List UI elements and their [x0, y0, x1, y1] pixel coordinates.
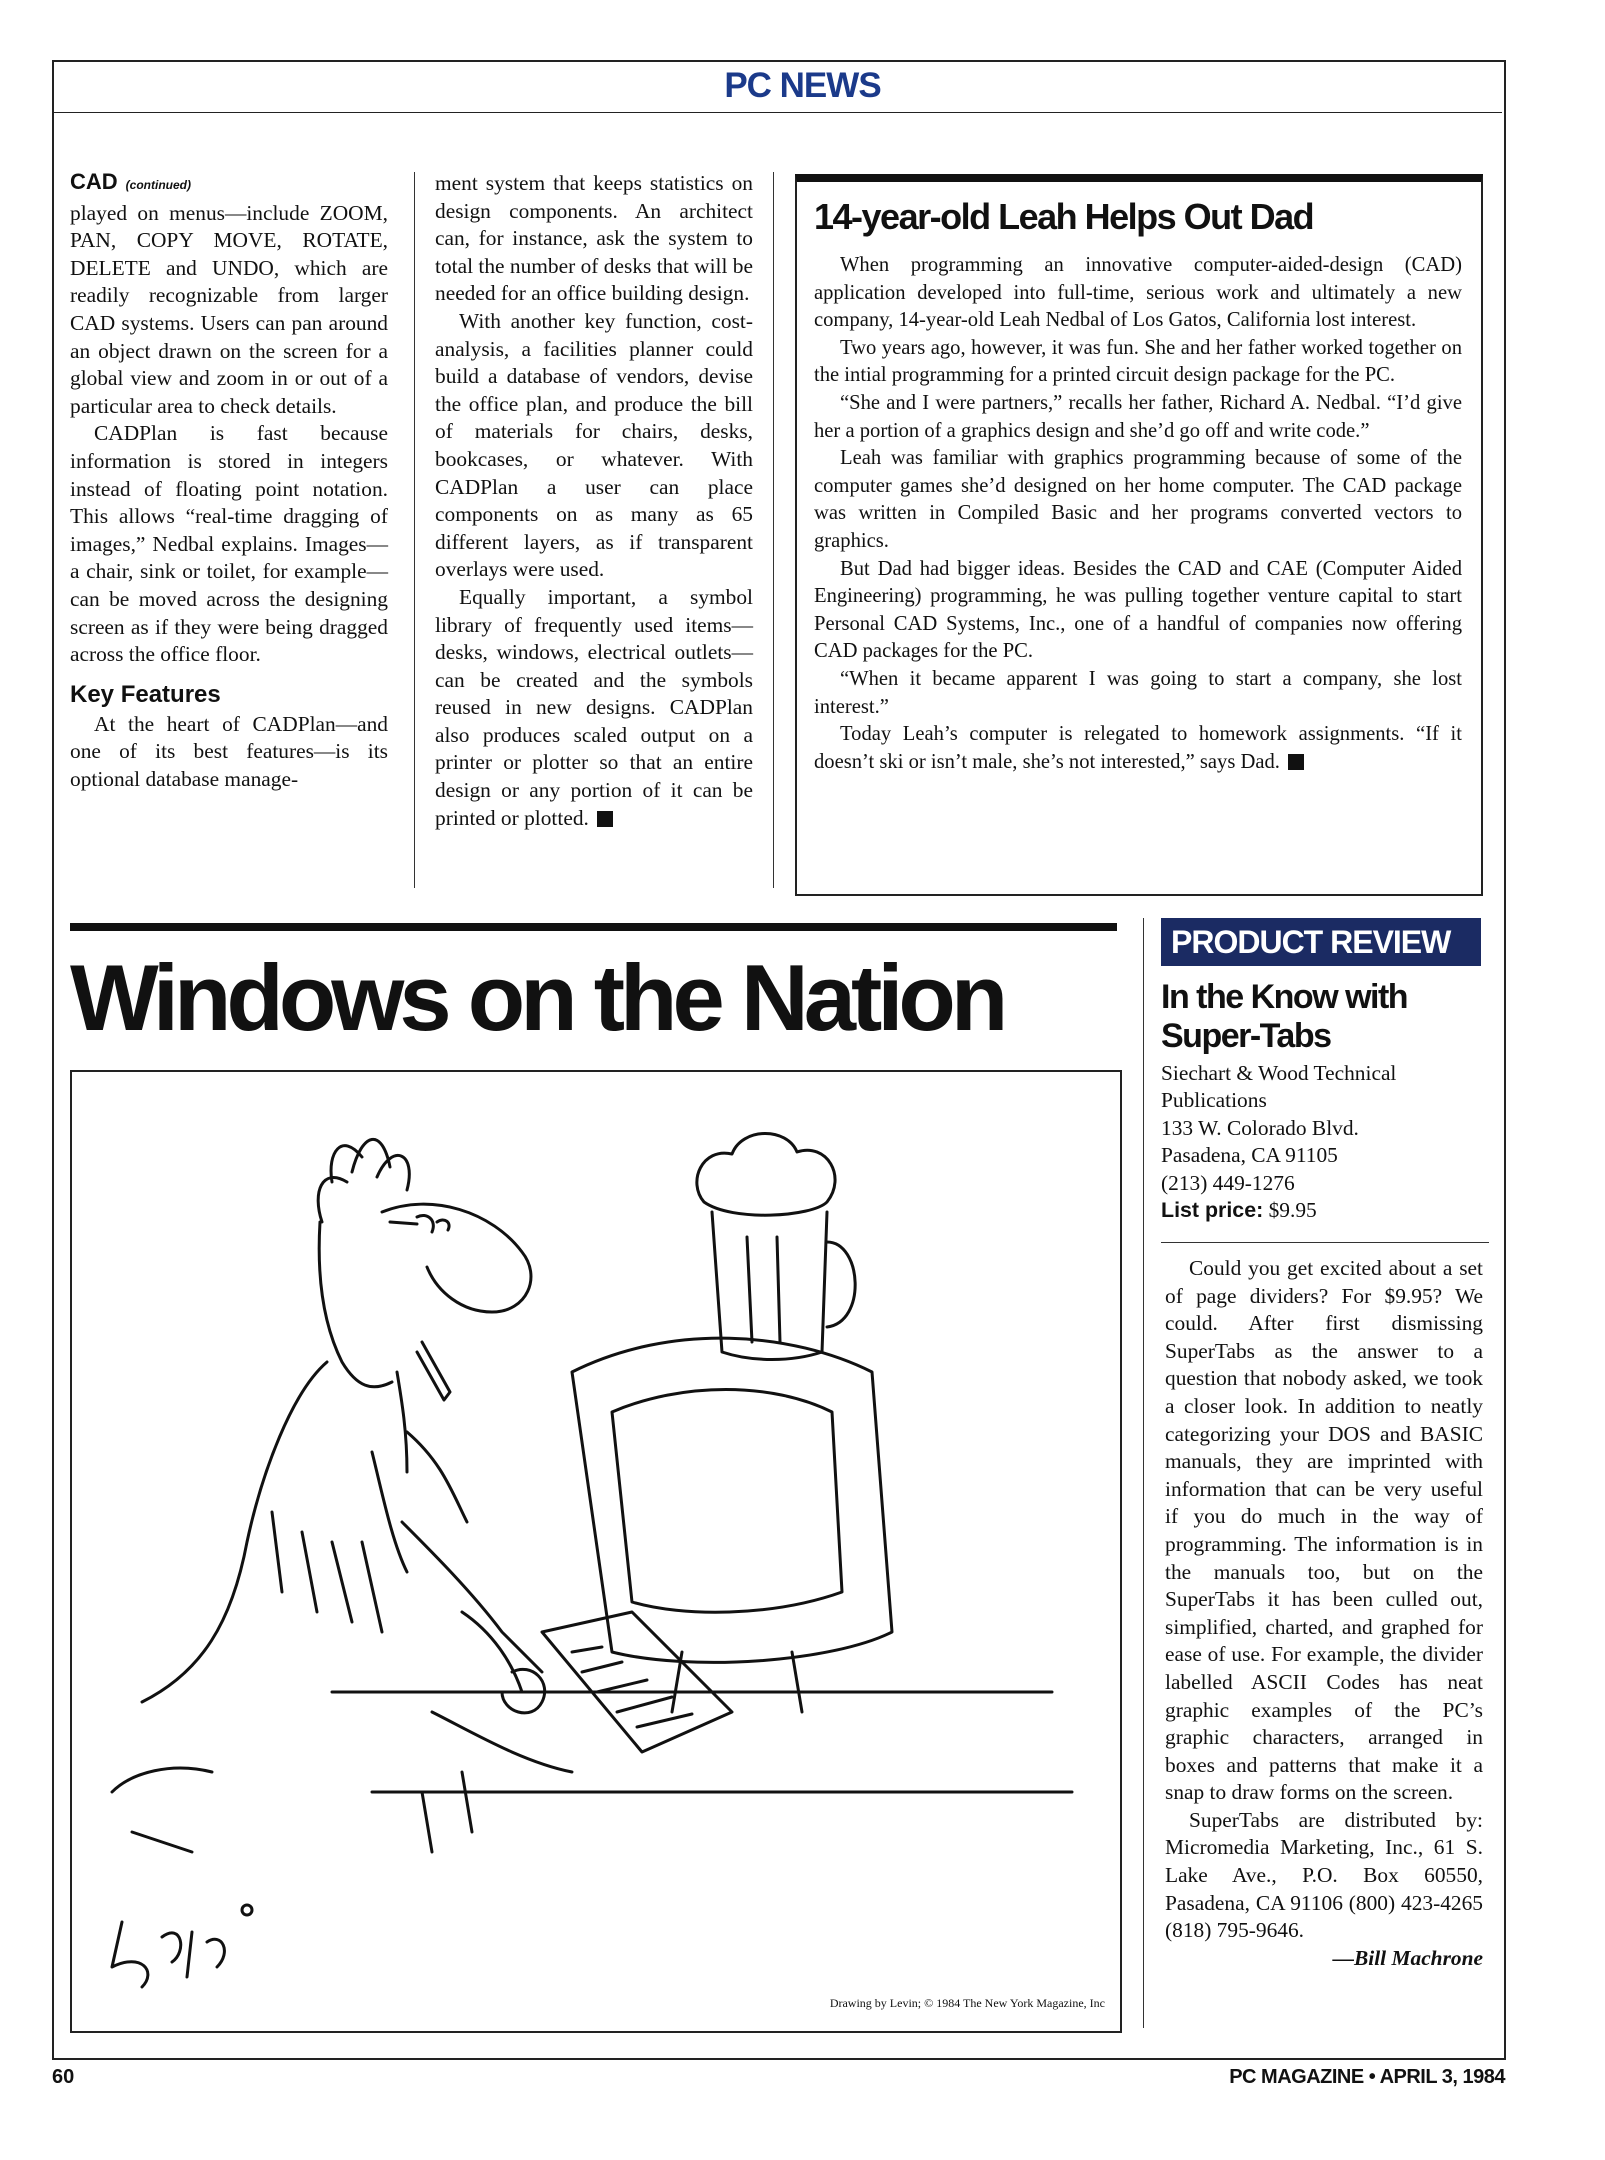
product-review-banner: PRODUCT REVIEW — [1161, 918, 1481, 966]
cad-paragraph: At the heart of CADPlan—and one of its best features—is its optional database manage- — [70, 711, 388, 791]
man-chin — [397, 1372, 407, 1472]
man-glasses — [390, 1215, 449, 1232]
cad-paragraph: With another key function, cost-analysis, a facilities planner could build a database of vendors, devise the office plan, and produce the bill of materials for chairs, desks, bookcases, or whatever. With CADPlan a user can place components on as many as 65 different layers, as if transparent overlays were used. — [435, 308, 753, 582]
review-body — [1165, 1255, 1483, 1972]
man-lap — [422, 1712, 572, 1852]
monitor-screen — [612, 1390, 842, 1613]
publisher-line: (213) 449-1276 — [1161, 1170, 1295, 1195]
cad-paragraph: ment system that keeps statistics on design components. An architect can, for instance, ask the system to total the number of desks that will be needed for an office building design. — [435, 171, 753, 306]
section-header: PC NEWS — [724, 66, 881, 105]
review-separator — [1161, 1242, 1489, 1243]
page-number: 60 — [52, 2066, 75, 2088]
cad-paragraph: Equally important, a symbol library of frequently used items—desks, windows, electrical outlets—can be created and the symbols reused in new designs. CADPlan also produces scaled output on a printer or plotter so that an entire design or any portion of it can be printed or plotted. — [435, 584, 753, 830]
key-features-subhead: Key Features — [70, 680, 221, 708]
end-mark — [1288, 754, 1304, 770]
sidebar-paragraph: “She and I were partners,” recalls her father, Richard A. Nedbal. “I’d give her a portion of a graphics design and she’d go off and write code.” — [814, 391, 1462, 442]
beer-foam — [697, 1133, 835, 1215]
man-suspenders — [272, 1512, 382, 1632]
sidebar-paragraph: Today Leah’s computer is relegated to homework assignments. “If it doesn’t ski or isn’t male, she’s not interested,” says Dad. — [814, 723, 1462, 773]
cad-kicker: CAD (continued) — [70, 169, 191, 194]
signature-dot — [242, 1905, 252, 1915]
mug-lines — [747, 1237, 780, 1342]
magazine-masthead: PC MAGAZINE • APRIL 3, 1984 — [1229, 2066, 1505, 2088]
sidebar-paragraph: Two years ago, however, it was fun. She and her father worked together on the intial programming for a printed circuit design package for the PC. — [814, 336, 1462, 387]
desk-edge — [332, 1692, 1072, 1792]
cad-article-column-2 — [435, 170, 753, 832]
cartoon-top-rule — [70, 923, 1117, 931]
cartoon-drawing — [72, 1072, 1120, 2031]
sidebar-paragraph: When programming an innovative computer-aided-design (CAD) application developed into full-time, serious work and ultimately a new company, 14-year-old Leah Nedbal of Los Gatos, California lost interest. — [814, 254, 1462, 332]
man-shirt — [372, 1432, 467, 1572]
sidebar-paragraph: Leah was familiar with graphics programming because of some of the computer games she’d designed on her home computer. The CAD package was written in Compiled Basic and her programs converted vectors to graphics. — [814, 447, 1462, 552]
publisher-line: Pasadena, CA 91105 — [1161, 1143, 1338, 1168]
cartoon-credit: Drawing by Levin; © 1984 The New York Magazine, Inc — [829, 1996, 1105, 2010]
artist-signature — [112, 1922, 224, 1987]
man-head — [319, 1222, 392, 1387]
man-pen — [417, 1342, 450, 1400]
cartoon-panel — [70, 1070, 1122, 2033]
sidebar-paragraph: “When it became apparent I was going to start a company, she lost interest.” — [814, 667, 1462, 718]
sidebar-body — [814, 252, 1462, 776]
end-mark — [597, 811, 613, 827]
man-nose — [382, 1204, 531, 1312]
cad-paragraph: played on menus—include ZOOM, PAN, COPY MOVE, ROTATE, DELETE and UNDO, which are readily recognizable from larger CAD systems. Users can pan around an object drawn on the screen for a global view and zoom in or out of a particular area to check details. — [70, 200, 388, 418]
keyboard-keys — [572, 1647, 692, 1727]
review-paragraph: SuperTabs are distributed by: Micromedia Marketing, Inc., 61 S. Lake Ave., P.O. Box 60550, Pasadena, CA 91106 (800) 423-4265 (818) 795-9646. — [1165, 1807, 1483, 1943]
review-paragraph: Could you get excited about a set of page dividers? For $9.95? We could. After first dismissing SuperTabs as the answer to a question that nobody asked, we took a closer look. In addition to neatly categorizing your DOS and BASIC manuals, they are imprinted with information that can be very useful if you do much in the way of programming. The information is in the manuals too, but on the SuperTabs it has been culled out, simplified, charted, and graphed for ease of use. For example, the divider labelled ASCII Codes has neat graphic examples of the PC’s graphic characters, arranged in boxes and patterns that make it a snap to draw forms on the screen. — [1165, 1256, 1483, 1805]
man-arm — [402, 1522, 542, 1692]
list-price: List price: $9.95 — [1161, 1198, 1317, 1223]
publisher-line: Siechart & Wood Technical Publications — [1161, 1061, 1397, 1113]
mug-handle — [827, 1242, 855, 1327]
product-title: In the Know with Super-Tabs — [1161, 978, 1408, 1055]
column-divider — [773, 172, 774, 888]
sidebar-paragraph: But Dad had bigger ideas. Besides the CAD and CAE (Computer Aided Engineering) programming, he was pulling together venture capital to start Personal CAD Systems, Inc., one of a handful of companies now offering CAD packages for the PC. — [814, 557, 1462, 663]
review-signature: —Bill Machrone — [1332, 1945, 1483, 1970]
cad-article-column-1 — [70, 168, 388, 793]
header-rule — [52, 112, 1502, 113]
review-divider — [1143, 918, 1144, 2028]
cad-paragraph: CADPlan is fast because information is stored in integers instead of floating point notation. This allows “real-time dragging of images,” Nedbal explains. Images—a chair, sink or toilet, for example—can be moved across the designing screen as if they were being dragged across the office floor. — [70, 421, 388, 667]
chair — [112, 1768, 212, 1852]
man-hair — [318, 1139, 409, 1222]
cartoon-headline: Windows on the Nation — [70, 945, 1004, 1050]
publisher-line: 133 W. Colorado Blvd. — [1161, 1115, 1359, 1140]
column-divider — [414, 172, 415, 888]
publisher-info — [1161, 1060, 1481, 1224]
sidebar-title: 14-year-old Leah Helps Out Dad — [814, 196, 1314, 237]
man-back — [142, 1362, 327, 1702]
